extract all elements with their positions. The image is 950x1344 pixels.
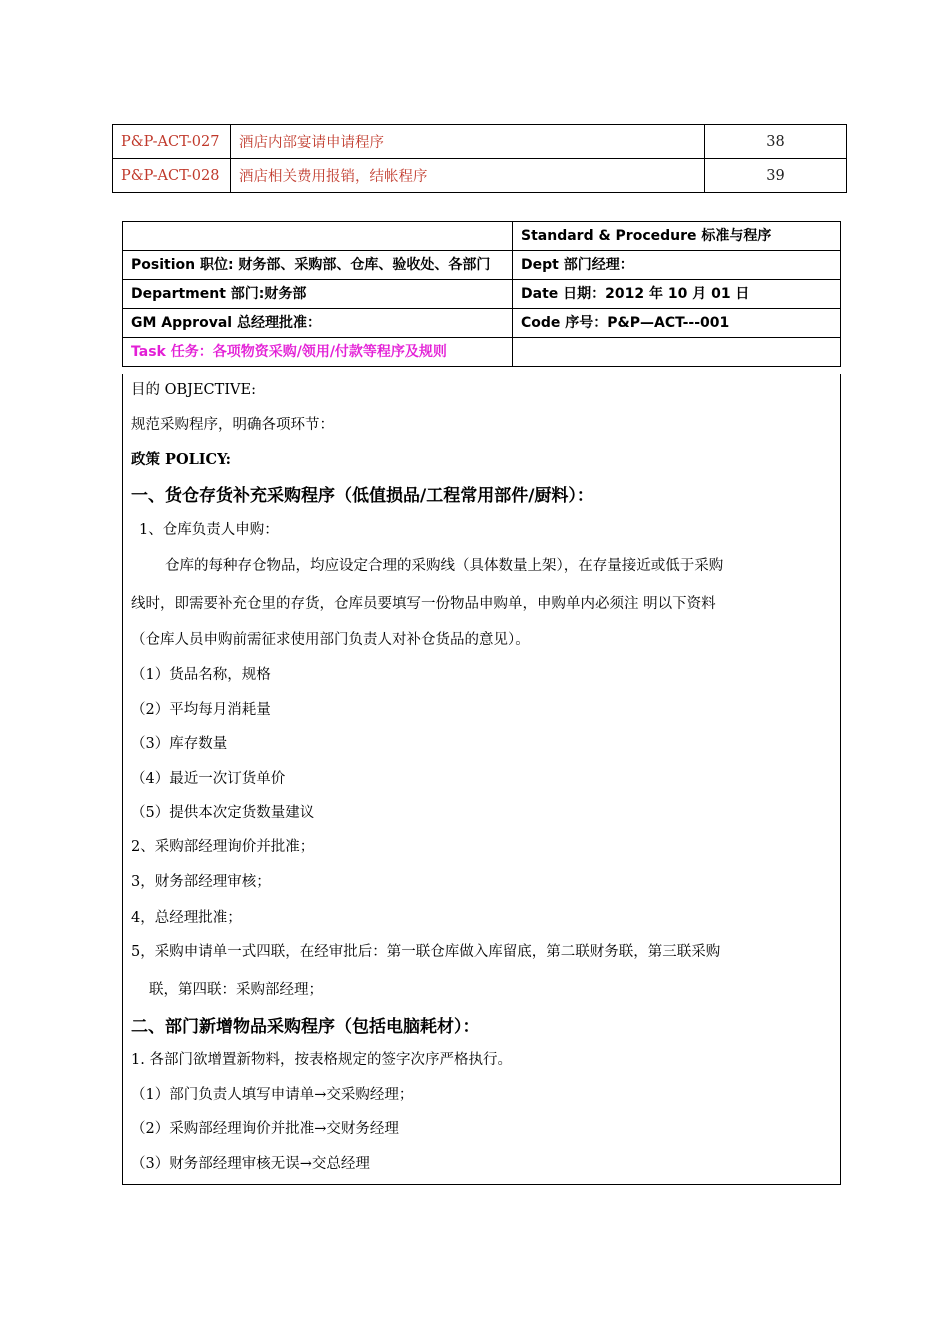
s2-sub-item: （3）财务部经理审核无误→交总经理 — [131, 1156, 370, 1172]
s1-paragraph-line: 线时，即需要补充仓里的存货，仓库员要填写一份物品申购单，申购单内必须注 明以下资料 — [131, 596, 716, 612]
s1-item-2: 2、采购部经理询价并批准； — [131, 839, 315, 855]
index-code: P&P-ACT-027 — [113, 125, 231, 159]
header-code: Code 序号：P&P—ACT---001 — [513, 309, 841, 338]
section-2-title: 二、部门新增物品采购程序（包括电脑耗材）： — [131, 1017, 480, 1037]
s1-item-5: 5，采购申请单一式四联，在经审批后：第一联仓库做入库留底，第二联财务联，第三联采购 — [131, 944, 721, 960]
objective-text: 规范采购程序，明确各项环节： — [131, 417, 334, 433]
header-date: Date 日期：2012 年 10 月 01 日 — [513, 280, 841, 309]
s1-item-3: 3，财务部经理审核； — [131, 874, 271, 890]
index-row — [113, 159, 847, 193]
s2-item-1: 1. 各部门欲增置新物料，按表格规定的签字次序严格执行。 — [131, 1052, 512, 1068]
header-blank-cell — [513, 338, 841, 367]
index-table — [112, 124, 847, 193]
policy-label: 政策 POLICY: — [131, 451, 232, 468]
s1-item-1: 1、仓库负责人申购： — [139, 522, 279, 538]
s1-sub-item: （3）库存数量 — [131, 736, 228, 752]
section-1-title: 一、货仓存货补充采购程序（低值损品/工程常用部件/厨料）： — [131, 486, 594, 506]
index-title: 酒店内部宴请申请程序 — [231, 125, 705, 159]
s2-sub-item: （2）采购部经理询价并批准→交财务经理 — [131, 1121, 399, 1137]
header-department: Department 部门:财务部 — [123, 280, 513, 309]
index-title: 酒店相关费用报销，结帐程序 — [231, 159, 705, 193]
header-dept: Dept 部门经理： — [513, 251, 841, 280]
s1-sub-item: （5）提供本次定货数量建议 — [131, 805, 315, 821]
s1-paragraph-line: （仓库人员申购前需征求使用部门负责人对补仓货品的意见）。 — [131, 632, 530, 648]
procedure-header-table — [122, 221, 841, 367]
header-standard: Standard & Procedure 标准与程序 — [513, 222, 841, 251]
s1-item-5-cont: 联，第四联：采购部经理； — [149, 982, 323, 998]
objective-label: 目的 OBJECTIVE: — [131, 382, 256, 398]
index-page: 38 — [705, 125, 847, 159]
index-page: 39 — [705, 159, 847, 193]
header-position: Position 职位: 财务部、采购部、仓库、验收处、各部门 — [123, 251, 513, 280]
s2-sub-item: （1）部门负责人填写申请单→交采购经理； — [131, 1087, 414, 1103]
s1-item-4: 4，总经理批准； — [131, 910, 242, 926]
s1-sub-item: （2）平均每月消耗量 — [131, 702, 271, 718]
header-gm-approval: GM Approval 总经理批准： — [123, 309, 513, 338]
header-task: Task 任务：各项物资采购/领用/付款等程序及规则 — [123, 338, 513, 367]
index-code: P&P-ACT-028 — [113, 159, 231, 193]
s1-sub-item: （4）最近一次订货单价 — [131, 771, 286, 787]
s1-paragraph-line: 仓库的每种存仓物品，均应设定合理的采购线（具体数量上架），在存量接近或低于采购 — [165, 558, 724, 574]
header-blank-cell — [123, 222, 513, 251]
index-row — [113, 125, 847, 159]
s1-sub-item: （1）货品名称，规格 — [131, 667, 271, 683]
